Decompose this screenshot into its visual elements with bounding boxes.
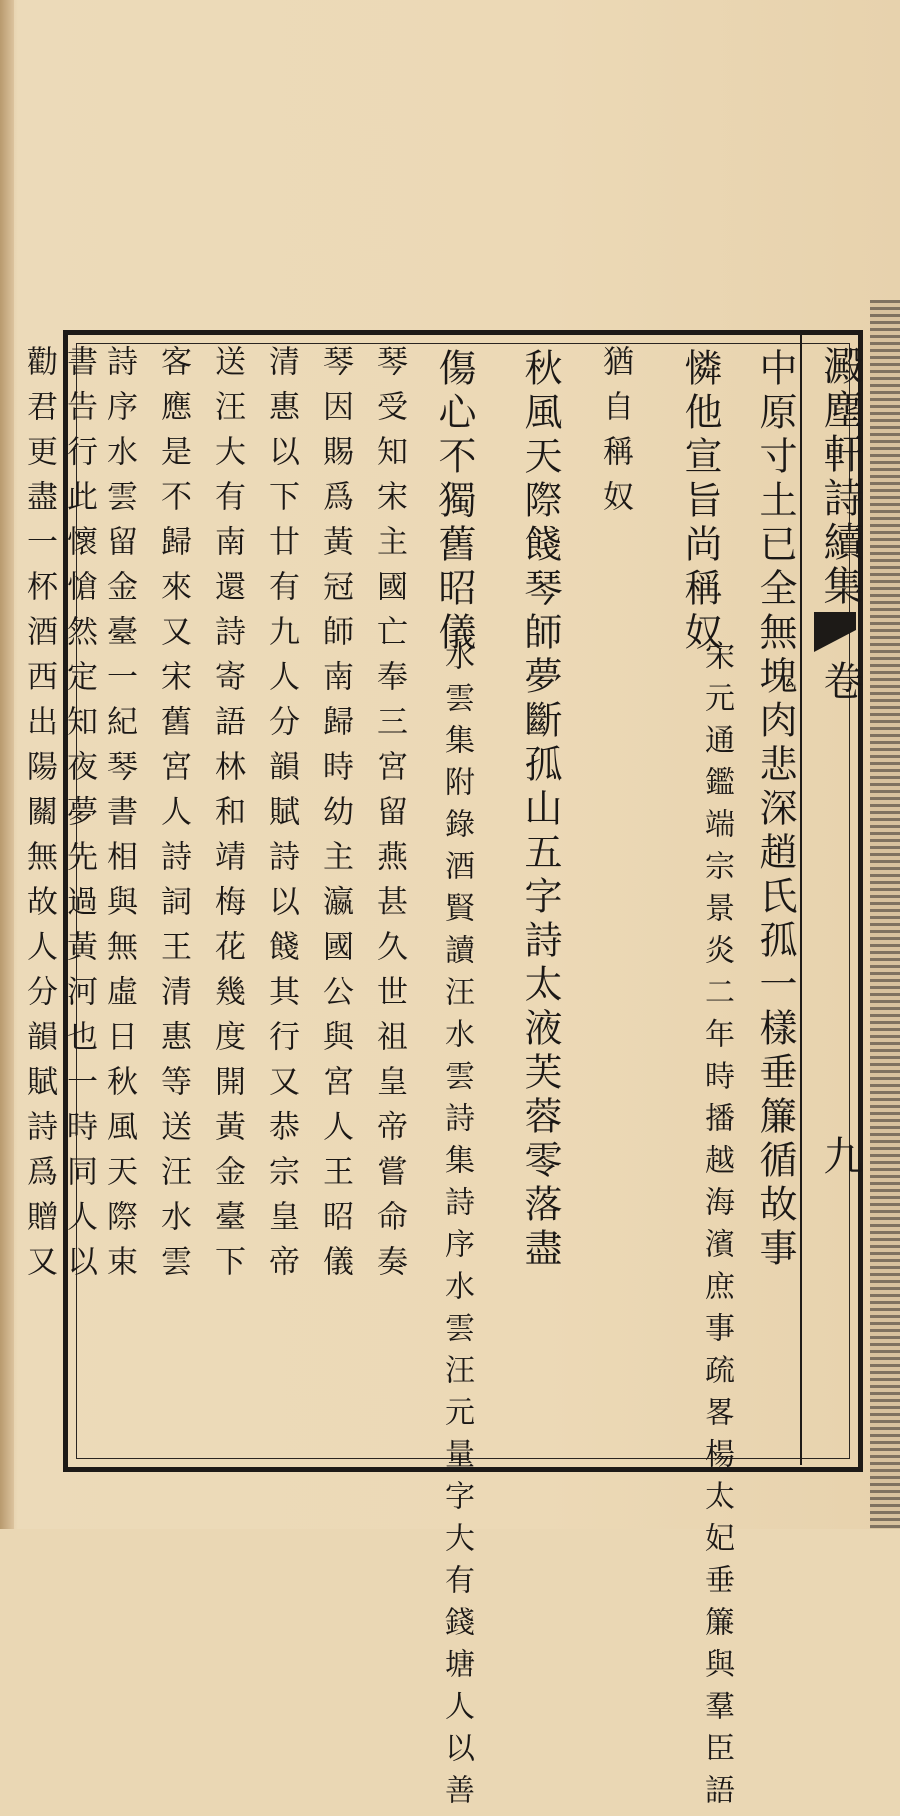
text-column-4: 秋風天際餞琴師夢斷孤山五字詩太液芙蓉零落盡: [518, 348, 562, 1272]
text-column-7: 琴因賜爲黃冠師南歸時幼主瀛國公與宮人王昭儀: [317, 345, 353, 1290]
page-edge: [870, 300, 900, 1529]
text-column-10: 客應是不歸來又宋舊宮人詩詞王清惠等送汪水雲: [155, 345, 191, 1290]
fish-tail-mark: [814, 612, 856, 652]
text-column-12: 書告行此懷愴然定知夜夢先過黃河也一時同人以: [61, 345, 97, 1290]
juan-label: 卷: [817, 660, 863, 700]
text-column-5-note: 水雲集附錄酒賢讀汪水雲詩集詩序水雲汪元量字大有錢塘人以善: [439, 640, 474, 1816]
banner-title: 澱塵軒詩續集: [817, 345, 863, 609]
text-column-9: 送汪大有南還詩寄語林和靖梅花幾度開黃金臺下: [209, 345, 245, 1290]
text-column-1: 中原寸土已全無塊肉悲深趙氏孤一樣垂簾循故事: [753, 348, 797, 1272]
text-column-13: 勸君更盡一杯酒西出陽關無故人分韻賦詩爲贈又: [21, 345, 57, 1290]
text-column-11: 詩序水雲留金臺一紀琴書相與無虛日秋風天際束: [101, 345, 137, 1290]
leaf-number: 九: [817, 1135, 863, 1175]
text-column-6: 琴受知宋主國亡奉三宮留燕甚久世祖皇帝嘗命奏: [371, 345, 407, 1290]
book-spine-shadow: [0, 0, 14, 1529]
text-column-8: 清惠以下廿有九人分韻賦詩以餞其行又恭宗皇帝: [263, 345, 299, 1290]
text-column-2-note: 宋元通鑑端宗景炎二年時播越海濱庶事疏畧楊太妃垂簾與羣臣語: [699, 640, 734, 1816]
text-column-5: 傷心不獨舊昭儀: [432, 348, 476, 656]
text-column-2: 憐他宣旨尚稱奴: [678, 348, 722, 656]
text-column-3: 猶自稱奴: [597, 345, 633, 525]
